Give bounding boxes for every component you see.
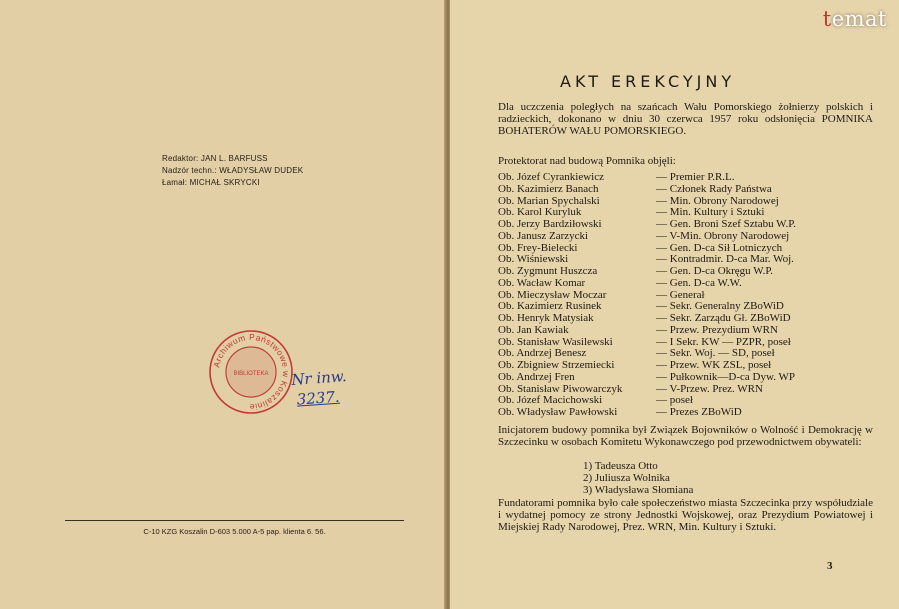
editorial-credits — [162, 153, 303, 189]
patron-role: — Sekr. Zarządu Gł. ZBoWiD — [656, 312, 791, 324]
committee-member: 2) Juliusza Wolnika — [583, 472, 670, 484]
founders-paragraph: Fundatorami pomnika było całe społeczeństwo miasta Szczecinka przy współudziale i wydatnej pomocy ze strony Jednostki Wojskowej, oraz Prezydium Powiatowej i Miejskiej Rady Narodowej, Prez. WRN, Min. Kultury i Sztuki. — [498, 497, 873, 533]
credit-typesetter: Łamał: MICHAŁ SKRYCKI — [162, 178, 260, 187]
patron-name: Ob. Henryk Matysiak — [498, 312, 594, 324]
intro-paragraph: Dla uczczenia poległych na szańcach Wału Pomorskiego żołnierzy polskich i radzieckich, dokonano w dniu 30 czerwca 1957 roku odsłonięcia POMNIKA BOHATERÓW WAŁU POMORSKIEGO. — [498, 101, 873, 137]
patron-name: Ob. Wacław Komar — [498, 276, 586, 289]
stamp-outer-text: Archiwum Państwowe w Koszalinie — [211, 331, 292, 413]
patron-name: Ob. Marian Spychalski — [498, 194, 600, 207]
handwritten-number: 3237. — [296, 387, 341, 409]
patron-role: — Sekr. Woj. — SD, poseł — [656, 347, 775, 360]
patron-role: — Gen. D-ca Sił Lotniczych — [656, 241, 783, 254]
patron-name: Ob. Zbigniew Strzemiecki — [498, 359, 615, 371]
patron-name: Ob. Karol Kuryluk — [498, 206, 582, 219]
handwritten-label: Nr inw. — [290, 367, 348, 389]
right-page — [450, 0, 899, 609]
logo-mark-icon: t — [822, 7, 832, 31]
patron-role: — V-Przew. Prez. WRN — [656, 382, 763, 395]
patron-name: Ob. Józef Macichowski — [498, 394, 603, 407]
patron-role: — Pułkownik—D-ca Dyw. WP — [656, 370, 796, 383]
patron-name: Ob. Mieczysław Moczar — [498, 288, 607, 301]
page-title: AKT EREKCYJNY — [560, 72, 736, 91]
printer-imprint: C-10 KZG Koszalin D-603 5.000 A-5 pap. klienta 6. 56. — [143, 527, 326, 536]
initiators-paragraph: Inicjatorem budowy pomnika był Związek Bojowników o Wolność i Demokrację w Szczecinku w osobach Komitetu Wykonawczego pod przewodnictwem obywateli: — [498, 424, 873, 448]
credit-editor: Redaktor: JAN L. BARFUSS — [162, 154, 268, 163]
patron-name: Ob. Janusz Zarzycki — [498, 229, 589, 242]
committee-member: 3) Władysława Słomiana — [583, 484, 694, 496]
stamp-inner-text: BIBLIOTEKA — [233, 371, 269, 377]
patron-name: Ob. Władysław Pawłowski — [498, 406, 618, 418]
patron-role: — Premier P.R.L. — [656, 171, 735, 183]
patron-name: Ob. Kazimierz Rusinek — [498, 300, 602, 313]
page-number: 3 — [827, 560, 833, 572]
patronage-intro: Protektorat nad budową Pomnika objęli: — [498, 155, 676, 167]
patron-name: Ob. Jan Kawiak — [498, 323, 569, 336]
patron-role: — Prezes ZBoWiD — [656, 406, 742, 418]
committee-list — [583, 460, 693, 496]
patron-name: Ob. Andrzej Benesz — [498, 347, 587, 360]
patron-role: — I Sekr. KW — PZPR, poseł — [656, 335, 791, 348]
patron-name: Ob. Stanisław Wasilewski — [498, 335, 613, 348]
patron-role: — Członek Rady Państwa — [656, 182, 772, 195]
patron-role: — Generał — [656, 288, 705, 301]
patron-role: — Gen. D-ca W.W. — [656, 276, 742, 289]
patron-role: — Kontradmir. D-ca Mar. Woj. — [656, 253, 794, 266]
patron-role: — Przew. WK ZSL, poseł — [656, 359, 772, 371]
patron-name: Ob. Józef Cyrankiewicz — [498, 171, 604, 183]
patron-role: — Sekr. Generalny ZBoWiD — [656, 300, 784, 313]
patron-name: Ob. Jerzy Bardziłowski — [498, 218, 602, 230]
patron-name: Ob. Andrzej Fren — [498, 370, 575, 383]
patron-name: Ob. Zygmunt Huszcza — [498, 265, 598, 277]
patron-name: Ob. Wiśniewski — [498, 253, 569, 266]
patron-role: — V-Min. Obrony Narodowej — [656, 229, 790, 242]
patron-role: — Gen. Broni Szef Sztabu W.P. — [656, 218, 796, 230]
left-page — [0, 0, 446, 609]
patron-name: Ob. Frey-Bielecki — [498, 241, 578, 254]
patron-role: — Przew. Prezydium WRN — [656, 323, 778, 336]
patron-name: Ob. Kazimierz Banach — [498, 182, 599, 195]
patron-role: — Min. Kultury i Sztuki — [656, 206, 765, 219]
temat-watermark-logo — [823, 7, 887, 31]
archive-stamp — [207, 328, 295, 416]
committee-member: 1) Tadeusza Otto — [583, 460, 658, 472]
logo-text: emat — [831, 7, 887, 31]
patron-role: — poseł — [656, 394, 693, 407]
patron-name: Ob. Stanisław Piwowarczyk — [498, 382, 623, 395]
patron-role: — Gen. D-ca Okręgu W.P. — [656, 265, 774, 277]
imprint-rule — [65, 520, 404, 521]
patron-role: — Min. Obrony Narodowej — [656, 194, 779, 207]
handwritten-inventory-note — [291, 366, 349, 410]
credit-technical: Nadzór techn.: WŁADYSŁAW DUDEK — [162, 166, 304, 175]
